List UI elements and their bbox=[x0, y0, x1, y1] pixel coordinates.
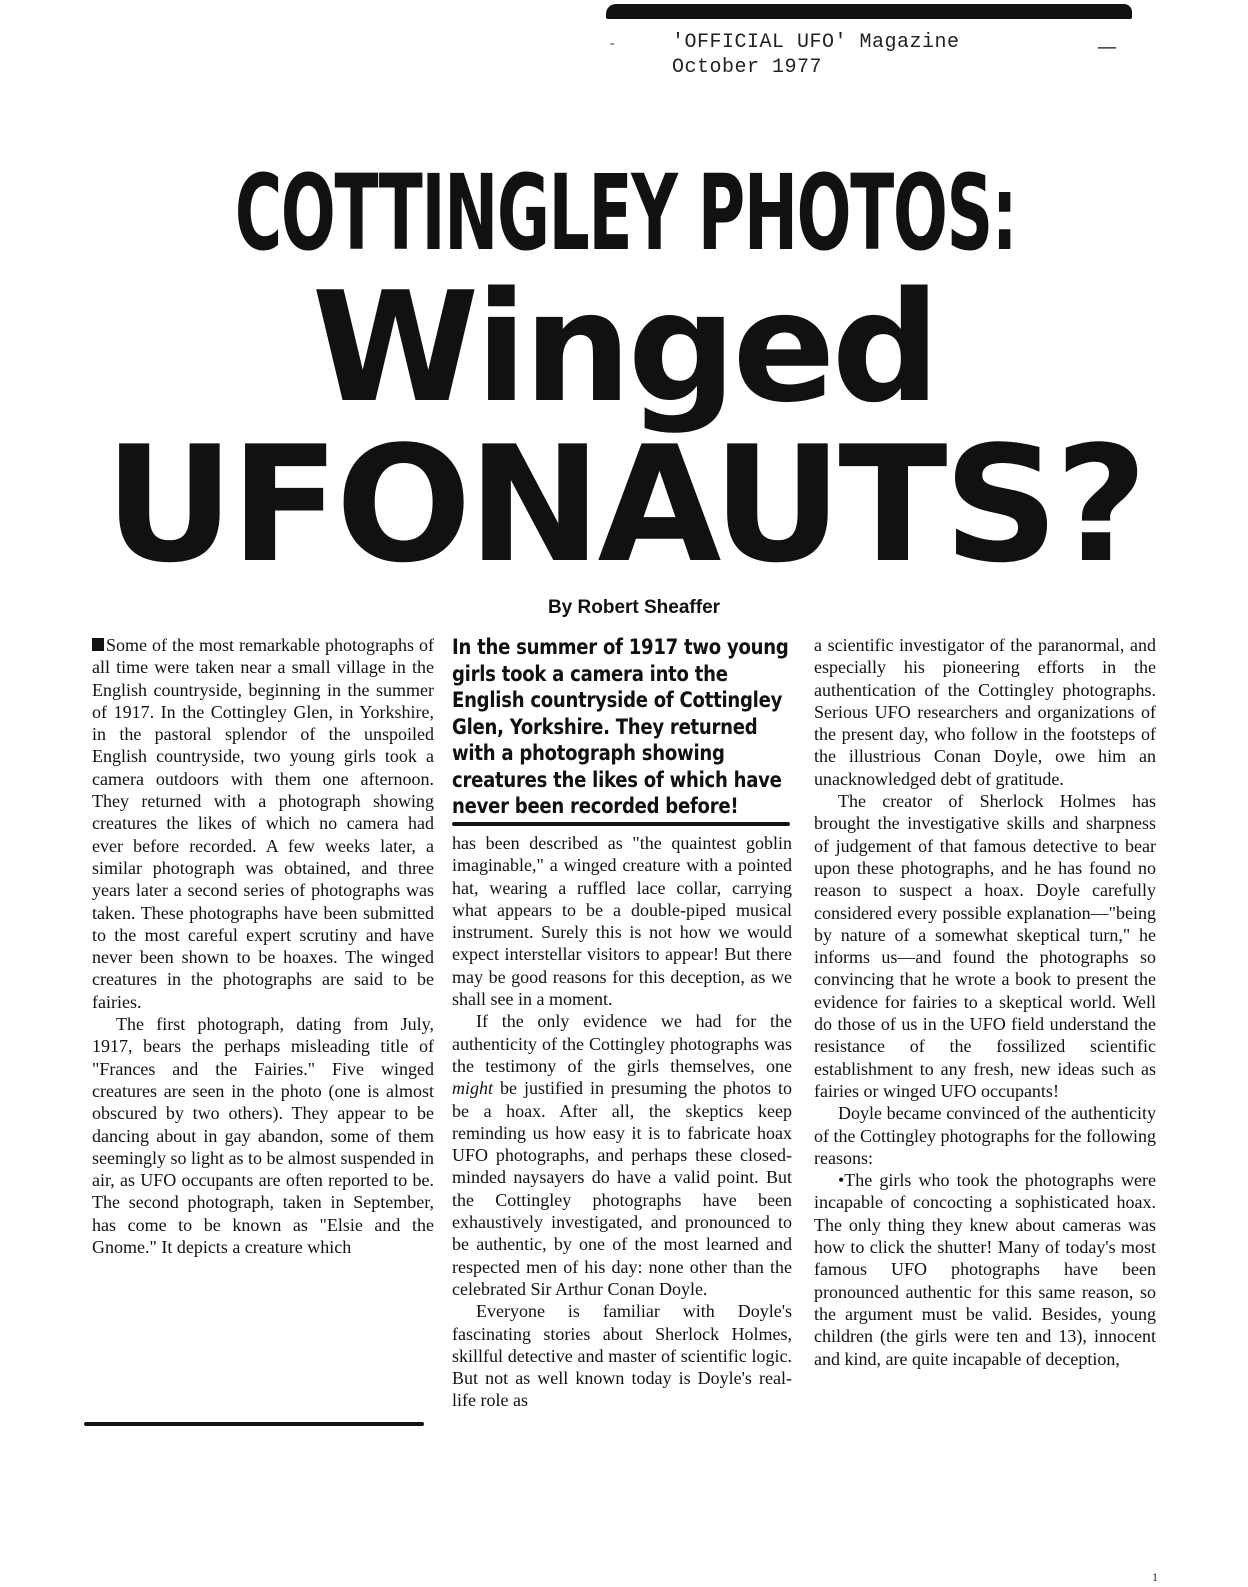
headline-main-line2: UFONAUTS? bbox=[104, 411, 1144, 598]
paragraph: Everyone is familiar with Doyle's fascinating stories about Sherlock Holmes, skillful detective and master of scientific logic. But not as well known today is Doyle's real-life role as bbox=[452, 1301, 792, 1411]
article-column-2 bbox=[452, 634, 792, 1412]
deck-container bbox=[452, 634, 792, 820]
publication-name: 'OFFICIAL UFO' Magazine bbox=[672, 31, 960, 54]
lead-square-icon bbox=[92, 638, 104, 651]
headline-main-line1: Winged bbox=[311, 259, 937, 436]
header-black-bar bbox=[606, 4, 1132, 19]
scan-mark: — bbox=[1098, 36, 1116, 56]
paragraph: The first photograph, dating from July, 1917, bears the perhaps misleading title of "Frances and the Fairies." Five winged creatures are seen in the photo (one is almost obscured by two others). They appear to be dancing about in gay abandon, some of them seemingly so light as to be almost suspended in air, as UFO occupants are often reported to be. The second photograph, taken in September, has come to be known as "Elsie and the Gnome." It depicts a creature which bbox=[92, 1014, 434, 1258]
publication-stamp bbox=[672, 30, 960, 80]
paragraph: a scientific investigator of the paranormal, and especially his pioneering efforts in the authentication of the Cottingley photographs. Serious UFO researchers and organizations of the present day, who follow in the footsteps of the illustrious Conan Doyle, owe him an unacknowledged debt of gratitude. bbox=[814, 635, 1156, 789]
paragraph bbox=[452, 1010, 792, 1300]
paragraph: The creator of Sherlock Holmes has brought the investigative skills and sharpness of judgement of that famous detective to bear upon these photographs, and he has found no reason to suspect a hoax. Doyle carefully considered every possible explanation—"being by nature of a somewhat skeptical turn," he informs us—and found the photographs so convincing that he wrote a book to present the evidence for fairies to a skeptical world. Well do those of us in the UFO field understand the resistance of the fossilized scientific establishment to any fresh, new ideas such as fairies or winged UFO occupants! bbox=[814, 791, 1156, 1101]
byline: By Robert Sheaffer bbox=[547, 597, 721, 618]
issue-date: October 1977 bbox=[672, 56, 823, 79]
scan-mark: - bbox=[610, 36, 615, 51]
paragraph-text: If the only evidence we had for the authenticity of the Cottingley photographs was the testimony of the girls themselves, one bbox=[452, 1011, 792, 1076]
article-column-3 bbox=[814, 634, 1156, 1370]
article-deck: In the summer of 1917 two young girls took a camera into the English countryside of Cottingley Glen, Yorkshire. They returned with a photograph showing creatures the likes of which have never been recorded before! bbox=[452, 635, 789, 818]
scan-mark: 1 bbox=[1152, 1570, 1158, 1584]
paragraph bbox=[92, 634, 434, 1013]
column-end-rule bbox=[84, 1422, 424, 1426]
emphasis-text: might bbox=[452, 1078, 494, 1099]
bullet-paragraph: •The girls who took the photographs were incapable of concocting a sophisticated hoax. The only thing they knew about cameras was how to click the shutter! Many of today's most famous UFO photographs have been pronounced authentic for this same reason, so the argument must be valid. Besides, young children (the girls were ten and 13), innocent and kind, are quite incapable of deception, bbox=[814, 1170, 1156, 1369]
paragraph: has been described as "the quaintest goblin imaginable," a winged creature with a pointed hat, wearing a ruffled lace collar, carrying what appears to be a double-piped musical instrument. Surely this is not how we would expect interstellar visitors to appear! But there may be good reasons for this deception, as we shall see in a moment. bbox=[452, 833, 792, 1010]
deck-rule bbox=[452, 822, 790, 826]
paragraph-text: Some of the most remarkable photographs of all time were taken near a small village in the English countryside, beginning in the summer of 1917. In the Cottingley Glen, in Yorkshire, in the pastoral splendor of the unspoiled English countryside, two young girls took a camera outdoors with them one afternoon. They returned with a photograph showing creatures the likes of which no camera had ever before recorded. A few weeks later, a similar photograph was obtained, and three years later a second series of photographs was taken. These photographs have been submitted to the most careful expert scrutiny and have never been shown to be hoaxes. The winged creatures in the photographs are said to be fairies. bbox=[92, 635, 434, 1012]
paragraph: Doyle became convinced of the authenticity of the Cottingley photographs for the following reasons: bbox=[814, 1103, 1156, 1168]
headline-kicker: COTTINGLEY PHOTOS: bbox=[234, 152, 1017, 274]
paragraph-text: be justified in presuming the photos to be a hoax. After all, the skeptics keep reminding us how easy it is to fabricate hoax UFO photographs, and perhaps these closed-minded naysayers do have a valid point. But the Cottingley photographs have been exhaustively investigated, and pronounced to be authentic, by one of the most learned and respected men of his day: none other than the celebrated Sir Arthur Conan Doyle. bbox=[452, 1078, 792, 1299]
article-column-1 bbox=[92, 634, 434, 1258]
